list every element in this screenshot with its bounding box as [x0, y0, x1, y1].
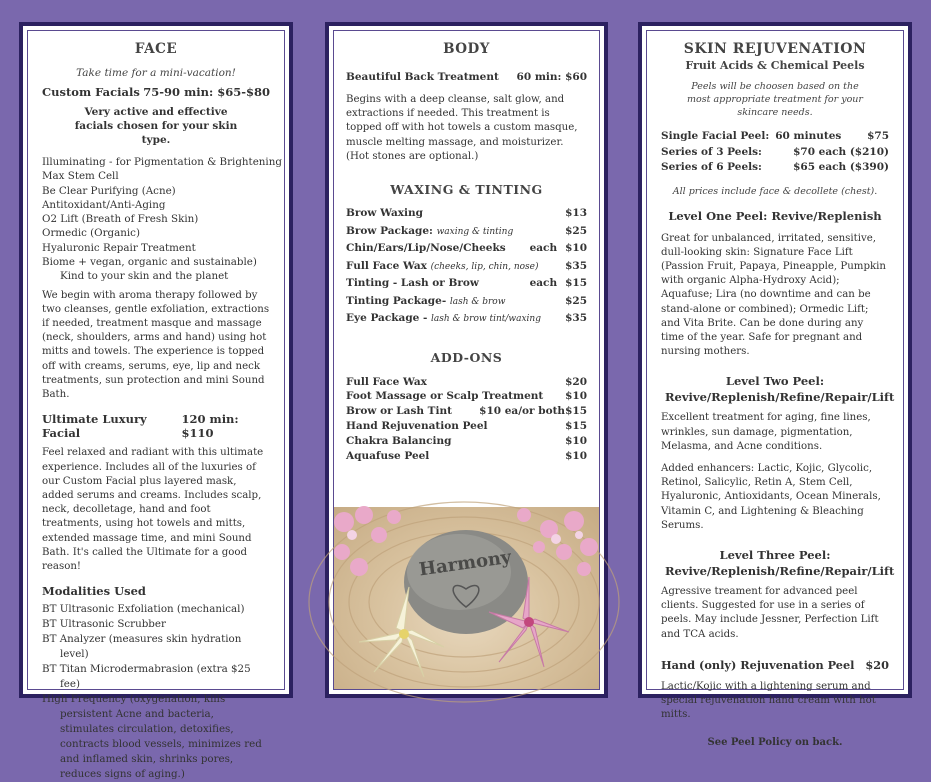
peel-policy-note: See Peel Policy on back.	[707, 737, 843, 749]
face-panel	[19, 22, 293, 781]
hand-peel-name: Hand (only) Rejuvenation Peel	[661, 657, 855, 672]
facial-option: Kind to your skin and the planet	[60, 270, 229, 283]
addon-row: Full Face Wax $20	[346, 375, 587, 388]
modalities-title: Modalities Used	[42, 584, 146, 599]
skin-intro: Peels will be choosen based on the most appropriate treatment for your skincare needs.	[687, 81, 863, 118]
back-treatment-price: 60 min: $60	[516, 71, 587, 83]
all-prices-note: All prices include face & decollete (chest).	[672, 185, 878, 197]
addon-row: Aquafuse Peel $10	[346, 449, 587, 462]
facial-option: Biome + vegan, organic and sustainable)	[42, 256, 257, 269]
addon-row: Foot Massage or Scalp Treatment $10	[346, 390, 587, 403]
waxing-row: Brow Waxing $13	[346, 207, 587, 220]
waxing-title: WAXING & TINTING	[390, 182, 543, 198]
facial-option: Illuminating - for Pigmentation & Brightening	[42, 156, 282, 168]
waxing-row: Tinting Package- lash & brow $25	[346, 294, 587, 307]
skin-subtitle: Fruit Acids & Chemical Peels	[685, 59, 865, 72]
waxing-row: Chin/Ears/Lip/Nose/Cheeks each $10	[346, 242, 587, 255]
face-title: FACE	[134, 41, 178, 57]
modalities-heading	[42, 584, 270, 598]
custom-facials-name: Custom Facials	[42, 85, 140, 99]
waxing-row: Full Face Wax (cheeks, lip, chin, nose) $35	[346, 259, 587, 272]
ultimate-facial-price: 120 min: $110	[181, 412, 239, 441]
peel-price-row: Single Facial Peel: 60 minutes $75	[661, 130, 889, 142]
addon-row: Brow or Lash Tint $10 ea/or both $15	[346, 405, 587, 418]
modality-item: BT Ultrasonic Scrubber	[42, 618, 166, 631]
level-two-title: Level Two Peel: Revive/Replenish/Refine/Repair/Lift	[665, 374, 895, 405]
zen-sand-illustration	[334, 507, 599, 689]
peel-price-list	[661, 129, 889, 176]
body-panel	[325, 22, 608, 698]
facial-options-list	[42, 155, 282, 284]
custom-facials-sub: Very active and effective facials chosen for your skin type.	[74, 106, 238, 146]
level-two-enhancers: Added enhancers: Lactic, Kojic, Glycolic, Retinol, Salicylic, Retin A, Stem Cell, Hyaluronic, Antioxidants, Ocean Minerals, Vitamin C, and Lightening & Bleaching Serums.	[661, 462, 881, 531]
facial-option: Hyaluronic Repair Treatment	[42, 241, 196, 254]
modality-item: BT Titan Microdermabrasion (extra $25 fee)	[42, 663, 251, 691]
facial-option: O2 Lift (Breath of Fresh Skin)	[42, 213, 199, 226]
harmony-stone-photo	[334, 507, 599, 689]
peel-price-row: Series of 3 Peels: $70 each ($210)	[661, 145, 889, 158]
body-title: BODY	[443, 41, 490, 57]
back-treatment-desc: Begins with a deep cleanse, salt glow, and extractions if needed. This treatment is topped off with hot towels a custom masque, muscle melting massage, and moisturizer. (Hot stones are optional.)	[346, 94, 578, 162]
level-two-desc: Excellent treatment for aging, fine lines, wrinkles, sun damage, pigmentation, Melasma, and Acne conditions.	[661, 412, 871, 452]
modality-item: High Frequency (oxygenation, kills persistent Acne and bacteria, stimulates circulation, detoxifies, contracts blood vessels, minimizes red and inflamed skin, shrinks pores, reduces signs of aging.)	[42, 693, 262, 781]
addons-title: ADD-ONS	[430, 349, 503, 365]
facial-option: Be Clear Purifying (Acne)	[42, 184, 176, 197]
face-tagline: Take time for a mini-vacation!	[76, 67, 236, 79]
waxing-row: Eye Package - lash & brow tint/waxing $35	[346, 312, 587, 325]
hand-peel-row	[661, 658, 889, 672]
custom-facials-price: 75-90 min: $65-$80	[143, 85, 270, 99]
level-three-title: Level Three Peel: Revive/Replenish/Refine/Repair/Lift	[665, 547, 895, 578]
ultimate-facial-name: Ultimate Luxury Facial	[42, 412, 147, 441]
modality-item: BT Ultrasonic Exfoliation (mechanical)	[42, 603, 245, 616]
back-treatment-row	[346, 71, 587, 83]
skin-panel	[638, 22, 912, 749]
peel-price-row: Series of 6 Peels: $65 each ($390)	[661, 161, 889, 173]
skin-title: SKIN REJUVENATION	[683, 41, 867, 57]
stone-engraving: Harmony	[417, 546, 513, 581]
custom-facials-row	[42, 85, 270, 99]
facial-option: Antitoxidant/Anti-Aging	[42, 198, 166, 211]
custom-facials-desc: We begin with aroma therapy followed by two cleanses, gentle exfoliation, extractions if needed, treatment masque and massage (neck, shoulders, arms and hand) using hot mitts and towels. The experience is topped off with creams, serums, eye, lip and neck treatments, sun protection and mini Sound Bath.	[42, 289, 270, 401]
facial-option: Max Stem Cell	[42, 170, 119, 183]
ultimate-facial-desc: Feel relaxed and radiant with this ultimate experience. Includes all of the luxuries of our Custom Facial plus layered mask, added serums and creams. Includes scalp, neck, decolletage, hand and foot treatments, using hot towels and mitts, extended massage time, and mini Sound Bath. It's called the Ultimate for a good reason!	[42, 447, 264, 572]
hand-peel-desc: Lactic/Kojic with a lightening serum and special rejuvenation hand cream with hot mitts.	[661, 680, 876, 721]
hand-peel-price: $20	[865, 657, 889, 672]
addon-row: Hand Rejuvenation Peel $15	[346, 419, 587, 432]
level-one-title: Level One Peel: Revive/Replenish	[668, 208, 882, 223]
waxing-row: Brow Package: waxing & tinting $25	[346, 224, 587, 237]
level-one-desc: Great for unbalanced, irritated, sensitive, dull-looking skin: Signature Face Lift (Passion Fruit, Papaya, Pineapple, Pumpkin with organic Alpha-Hydroxy Acid); Aquafuse; Lira (no downtime and can be stand-alone or combined); Ormedic Lift; and Vita Brite. Can be done during any time of the year. Safe for pregnant and nursing mothers.	[661, 232, 886, 358]
waxing-list	[346, 205, 587, 328]
modality-item: BT Analyzer (measures skin hydration level)	[42, 633, 242, 661]
addon-row: Chakra Balancing $10	[346, 434, 587, 447]
back-treatment-name: Beautiful Back Treatment	[346, 71, 499, 83]
facial-option: Ormedic (Organic)	[42, 227, 140, 240]
level-three-desc: Agressive treament for advanced peel clients. Suggested for use in a series of peels. May include Jessner, Perfection Lift and TCA acids.	[661, 585, 879, 640]
modalities-list	[42, 602, 270, 782]
waxing-row: Tinting - Lash or Brow each $15	[346, 277, 587, 290]
ultimate-facial-row	[42, 412, 270, 440]
addons-list	[346, 375, 587, 464]
